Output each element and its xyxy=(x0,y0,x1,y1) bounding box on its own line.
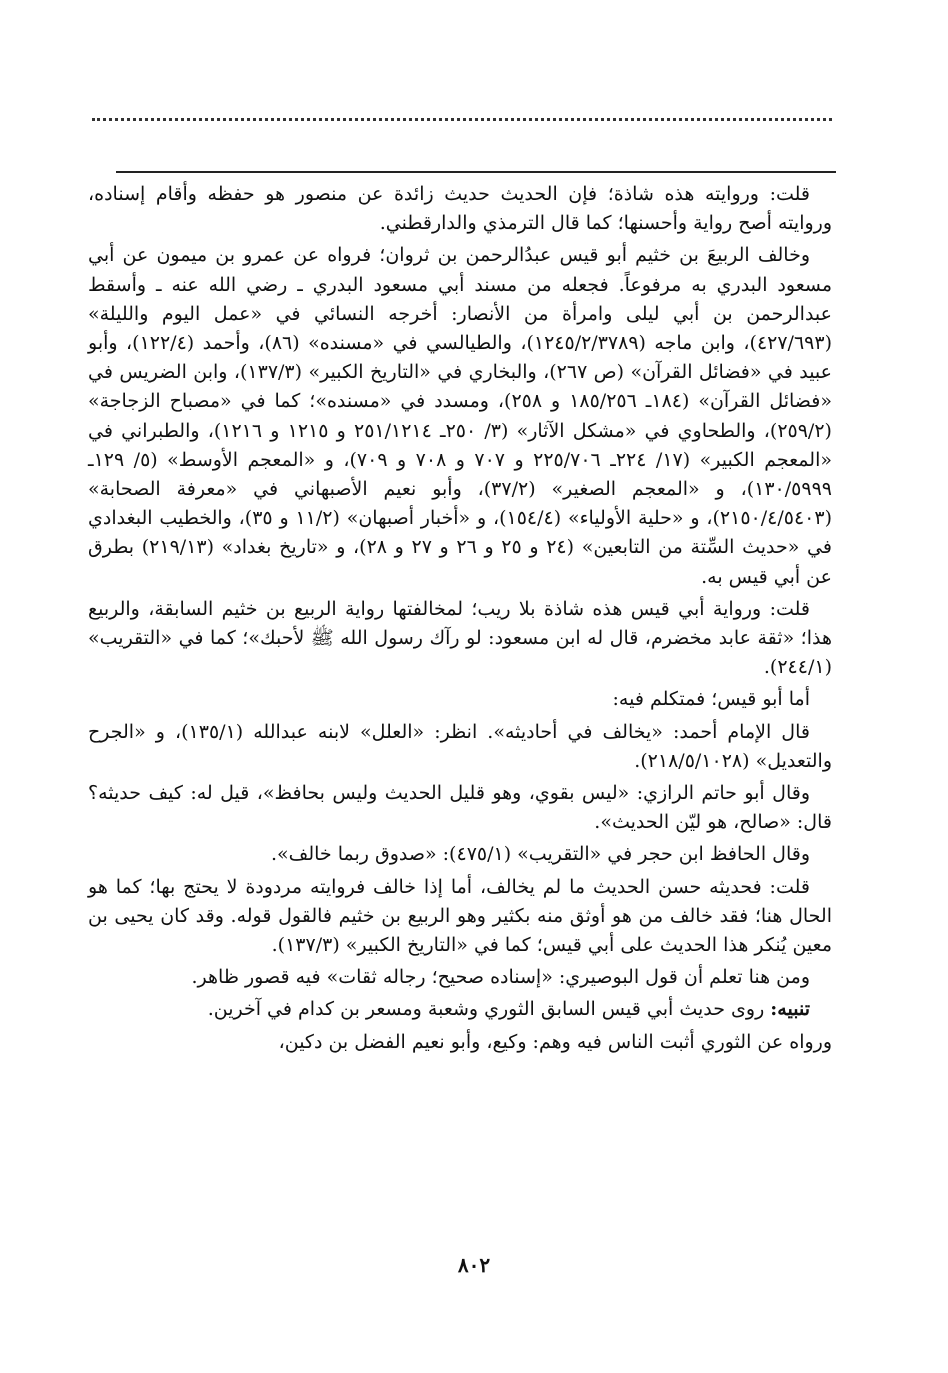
note-continuation: ورواه عن الثوري أثبت الناس فيه وهم: وكيع، وأبو نعيم الفضل بن دكين، xyxy=(278,1030,832,1053)
paragraph-3: قلت: ورواية أبي قيس هذه شاذة بلا ريب؛ لمخالفتها رواية الربيع بن خثيم السابقة، والربيع هذا؛ «ثقة عابد مخضرم، قال له ابن مسعود: لو رآك رسول الله ﷺ لأحبك»؛ كما في «التقريب» (٢٤٤/١). xyxy=(88,597,832,679)
dotted-separator xyxy=(92,118,832,121)
paragraph-9: ومن هنا تعلم أن قول البوصيري: «إسناده صحيح؛ رجاله ثقات» فيه قصور ظاهر. xyxy=(191,966,810,989)
footnote-rule xyxy=(116,171,836,173)
page-number: ٨٠٢ xyxy=(457,1253,491,1277)
paragraph-1: قلت: وروايته هذه شاذة؛ فإن الحديث حديث زائدة عن منصور هو حفظه وأقام إسناده، وروايته أصح رواية وأحسنها؛ كما قال الترمذي والدارقطني. xyxy=(88,183,832,235)
paragraph-5: قال الإمام أحمد: «يخالف في أحاديثه». انظر: «العلل» لابنه عبدالله (١٣٥/١)، و «الجرح والتعديل» (٢١٨/٥/١٠٢٨). xyxy=(88,720,832,772)
note-paragraph xyxy=(88,995,832,1024)
paragraph-8: قلت: فحديثه حسن الحديث ما لم يخالف، أما إذا خالف فروايته مردودة لا يحتج بها؛ كما هو الحال هنا؛ فقد خالف من هو أوثق منه بكثير وهو الربيع بن خثيم فالقول قوله. وقد كان يحيى بن معين يُنكر هذا الحديث على أبي قيس؛ كما في «التاريخ الكبير» (١٣٧/٣). xyxy=(88,875,832,957)
footnote-text xyxy=(88,180,832,1060)
note-text: روى حديث أبي قيس السابق الثوري وشعبة ومسعر بن كدام في آخرين. xyxy=(207,998,771,1021)
paragraph-6: وقال أبو حاتم الرازي: «ليس بقوي، وهو قليل الحديث وليس بحافظ»، قيل له: كيف حديثه؟ قال: «صالح، هو ليّن الحديث». xyxy=(88,782,832,834)
paragraph-4: أما أبو قيس؛ فمتكلم فيه: xyxy=(612,688,810,711)
paragraph-2: وخالف الربيعَ بن خثيم أبو قيس عبدُالرحمن بن ثروان؛ فرواه عن عمرو بن ميمون عن أبي مسعود البدري به مرفوعاً. فجعله من مسند أبي مسعود البدري ـ رضي الله عنه ـ وأسقط عبدالرحمن بن أبي ليلى وامرأة من الأنصار: أخرجه النسائي في «عمل اليوم والليلة» (٤٢٧/٦٩٣)، وابن ماجه (١٢٤٥/٢/٣٧٨٩)، والطيالسي في «مسنده» (٨٦)، وأحمد (١٢٢/٤)، وأبو عبيد في «فضائل القرآن» (ص ٢٦٧)، والبخاري في «التاريخ الكبير» (١٣٧/٣)، وابن الضريس في «فضائل القرآن» (١٨٤ـ ١٨٥/٢٥٦ و ٢٥٨)، ومسدد في «مسنده»؛ كما في «مصباح الزجاجة» (٢٥٩/٢)، والطحاوي في «مشكل الآثار» (٣/ ٢٥٠ـ ٢٥١/١٢١٤ و ١٢١٥ و ١٢١٦)، والطبراني في «المعجم الكبير» (١٧/ ٢٢٤ـ ٢٢٥/٧٠٦ و ٧٠٧ و ٧٠٨ و ٧٠٩)، و «المعجم الأوسط» (٥/ ١٢٩ـ ١٣٠/٥٩٩٩)، و «المعجم الصغير» (٣٧/٢)، وأبو نعيم الأصبهاني في «معرفة الصحابة» (٢١٥٠/٤/٥٤٠٣)، و «حلية الأولياء» (١٥٤/٤)، و «أخبار أصبهان» (١١/٢ و ٣٥)، والخطيب البغدادي في «حديث السِّتة من التابعين» (٢٤ و ٢٥ و ٢٦ و ٢٧ و ٢٨)، و «تاريخ بغداد» (٢١٩/١٣) بطرق عن أبي قيس به. xyxy=(88,244,833,588)
paragraph-7: وقال الحافظ ابن حجر في «التقريب» (٤٧٥/١): «صدوق ربما خالف». xyxy=(271,843,810,866)
note-label: تنبيه: xyxy=(770,998,810,1021)
